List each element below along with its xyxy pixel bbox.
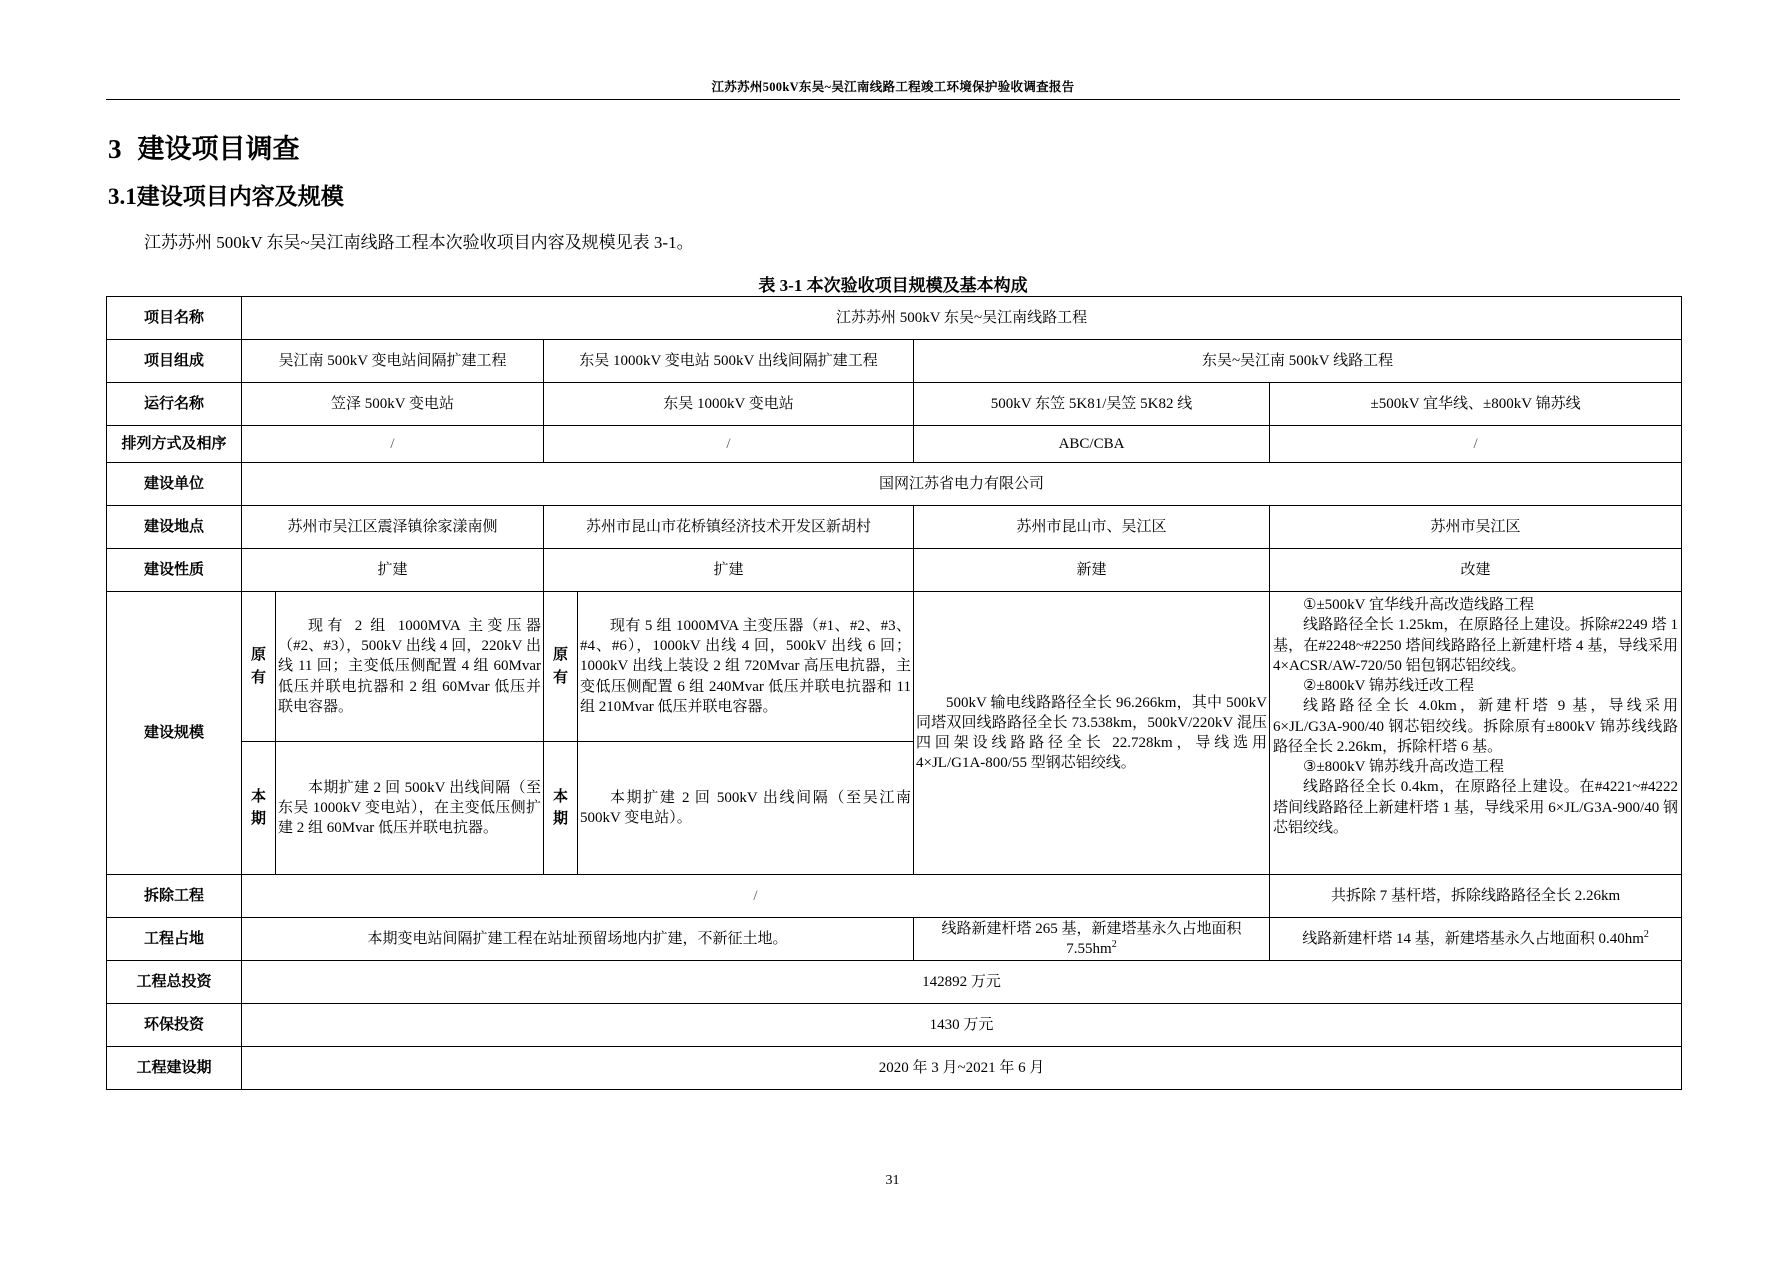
table-cell: / xyxy=(544,426,914,463)
unit-superscript: 2 xyxy=(1111,939,1117,950)
table-cell xyxy=(276,592,544,742)
row-label: 运行名称 xyxy=(107,383,242,426)
intro-paragraph: 江苏苏州 500kV 东吴~吴江南线路工程本次验收项目内容及规模见表 3-1。 xyxy=(144,233,694,252)
table-cell xyxy=(914,592,1270,875)
table-cell: 东吴~吴江南 500kV 线路工程 xyxy=(914,340,1682,383)
section-heading xyxy=(108,127,300,166)
section-number: 3 xyxy=(108,134,122,164)
scale-item-text: 线路路径全长 4.0km，新建杆塔 9 基，导线采用 6×JL/G3A-900/40 钢芯铝绞线。拆除原有±800kV 锦苏线线路路径全长 2.26km，拆除杆塔 6 基。 xyxy=(1273,698,1679,755)
land-text: 线路新建杆塔 265 基，新建塔基永久占地面积 7.55hm xyxy=(941,920,1242,957)
table-row xyxy=(107,426,1682,463)
table-cell: 国网江苏省电力有限公司 xyxy=(242,463,1682,506)
table-cell: 500kV 东笠 5K81/吴笠 5K82 线 xyxy=(914,383,1270,426)
row-label: 建设规模 xyxy=(107,592,242,875)
row-label: 建设性质 xyxy=(107,549,242,592)
page-number: 31 xyxy=(885,1173,900,1188)
row-label: 工程总投资 xyxy=(107,961,242,1004)
table-cell: ±500kV 宜华线、±800kV 锦苏线 xyxy=(1270,383,1682,426)
row-label: 拆除工程 xyxy=(107,875,242,918)
scale-item-heading: ③±800kV 锦苏线升高改造工程 xyxy=(1303,759,1504,775)
table-cell xyxy=(578,742,914,875)
table-cell: 东吴 1000kV 变电站 xyxy=(544,383,914,426)
current-label xyxy=(544,742,578,875)
table-cell: 本期变电站间隔扩建工程在站址预留场地内扩建，不新征土地。 xyxy=(242,918,914,961)
table-row xyxy=(107,383,1682,426)
row-label: 项目名称 xyxy=(107,297,242,340)
scale-text: 现有 5 组 1000MVA 主变压器（#1、#2、#3、#4、#6），1000kV 出线 4 回，500kV 出线 6 回；1000kV 出线上装设 2 组 720Mvar 高压电抗器，主变低压侧配置 6 组 240Mvar 低压并联电抗器和 11 组 210Mvar 低压并联电容器。 xyxy=(580,617,911,715)
unit-superscript: 2 xyxy=(1643,928,1649,940)
table-row xyxy=(107,297,1682,340)
table-row xyxy=(107,875,1682,918)
scale-text: 500kV 输电线路路径全长 96.266km，其中 500kV 同塔双回线路路径全长 73.538km，500kV/220kV 混压四回架设线路路径全长 22.728km，导线选用 4×JL/G1A-800/55 型钢芯铝绞线。 xyxy=(916,694,1267,772)
table-cell: 江苏苏州 500kV 东吴~吴江南线路工程 xyxy=(242,297,1682,340)
table-row xyxy=(107,961,1682,1004)
table-cell: 共拆除 7 基杆塔，拆除线路路径全长 2.26km xyxy=(1270,875,1682,918)
header-rule xyxy=(106,99,1680,100)
table-cell: 2020 年 3 月~2021 年 6 月 xyxy=(242,1047,1682,1090)
table-row xyxy=(107,1004,1682,1047)
table-cell xyxy=(1270,592,1682,875)
scale-item-heading: ①±500kV 宜华线升高改造线路工程 xyxy=(1303,597,1534,613)
current-label-text: 本期 xyxy=(553,788,569,827)
table-cell: / xyxy=(242,426,544,463)
table-caption: 表 3-1 本次验收项目规模及基本构成 xyxy=(758,276,1028,295)
table-cell: 142892 万元 xyxy=(242,961,1682,1004)
table-cell: 扩建 xyxy=(544,549,914,592)
table-cell xyxy=(276,742,544,875)
scale-text: 本期扩建 2 回 500kV 出线间隔（至吴江南 500kV 变电站）。 xyxy=(580,789,911,826)
table-row xyxy=(107,463,1682,506)
table-cell xyxy=(578,592,914,742)
table-cell: / xyxy=(1270,426,1682,463)
table-cell: 改建 xyxy=(1270,549,1682,592)
table-row xyxy=(107,1047,1682,1090)
land-text: 线路新建杆塔 14 基，新建塔基永久占地面积 0.40hm xyxy=(1302,930,1644,947)
row-label: 环保投资 xyxy=(107,1004,242,1047)
existing-label xyxy=(242,592,276,742)
table-row xyxy=(107,549,1682,592)
table-row xyxy=(107,506,1682,549)
current-label xyxy=(242,742,276,875)
existing-label-text: 原有 xyxy=(251,647,267,686)
section-title: 建设项目调查 xyxy=(137,134,300,164)
existing-label-text: 原有 xyxy=(553,647,569,686)
table-cell: 新建 xyxy=(914,549,1270,592)
table-row xyxy=(107,918,1682,961)
table-cell: 笠泽 500kV 变电站 xyxy=(242,383,544,426)
row-label: 项目组成 xyxy=(107,340,242,383)
scale-item-heading: ②±800kV 锦苏线迁改工程 xyxy=(1303,678,1474,694)
table-cell: 1430 万元 xyxy=(242,1004,1682,1047)
table-cell: 吴江南 500kV 变电站间隔扩建工程 xyxy=(242,340,544,383)
table-cell: ABC/CBA xyxy=(914,426,1270,463)
row-label: 排列方式及相序 xyxy=(107,426,242,463)
table-cell: / xyxy=(242,875,1270,918)
table-cell: 东吴 1000kV 变电站 500kV 出线间隔扩建工程 xyxy=(544,340,914,383)
scale-text: 现有 2 组 1000MVA 主变压器（#2、#3），500kV 出线 4 回，220kV 出线 11 回；主变低压侧配置 4 组 60Mvar 低压并联电抗器和 2 组 60Mvar 低压并联电容器。 xyxy=(278,617,541,715)
running-header: 江苏苏州500kV东吴~吴江南线路工程竣工环境保护验收调查报告 xyxy=(711,80,1075,94)
table-row xyxy=(107,592,1682,742)
row-label: 建设单位 xyxy=(107,463,242,506)
project-scale-table xyxy=(106,296,1682,1090)
table-cell xyxy=(914,918,1270,961)
table-cell: 苏州市昆山市、吴江区 xyxy=(914,506,1270,549)
table-row xyxy=(107,340,1682,383)
existing-label xyxy=(544,592,578,742)
table-cell xyxy=(1270,918,1682,961)
scale-item-text: 线路路径全长 0.4km，在原路径上建设。在#4221~#4222 塔间线路路径上新建杆塔 1 基，导线采用 6×JL/G3A-900/40 钢芯铝绞线。 xyxy=(1273,779,1679,836)
row-label: 建设地点 xyxy=(107,506,242,549)
table-cell: 苏州市吴江区 xyxy=(1270,506,1682,549)
row-label: 工程建设期 xyxy=(107,1047,242,1090)
current-label-text: 本期 xyxy=(251,788,267,827)
table-cell: 苏州市昆山市花桥镇经济技术开发区新胡村 xyxy=(544,506,914,549)
scale-text: 本期扩建 2 回 500kV 出线间隔（至东吴 1000kV 变电站），在主变低压侧扩建 2 组 60Mvar 低压并联电抗器。 xyxy=(278,779,541,837)
table-cell: 扩建 xyxy=(242,549,544,592)
scale-item-text: 线路路径全长 1.25km，在原路径上建设。拆除#2249 塔 1 基，在#2248~#2250 塔间线路路径上新建杆塔 4 基，导线采用 4×ACSR/AW-720/50 铝包钢芯铝绞线。 xyxy=(1273,617,1679,674)
row-label: 工程占地 xyxy=(107,918,242,961)
subsection-heading: 3.1建设项目内容及规模 xyxy=(108,184,344,209)
table-cell: 苏州市吴江区震泽镇徐家漾南侧 xyxy=(242,506,544,549)
